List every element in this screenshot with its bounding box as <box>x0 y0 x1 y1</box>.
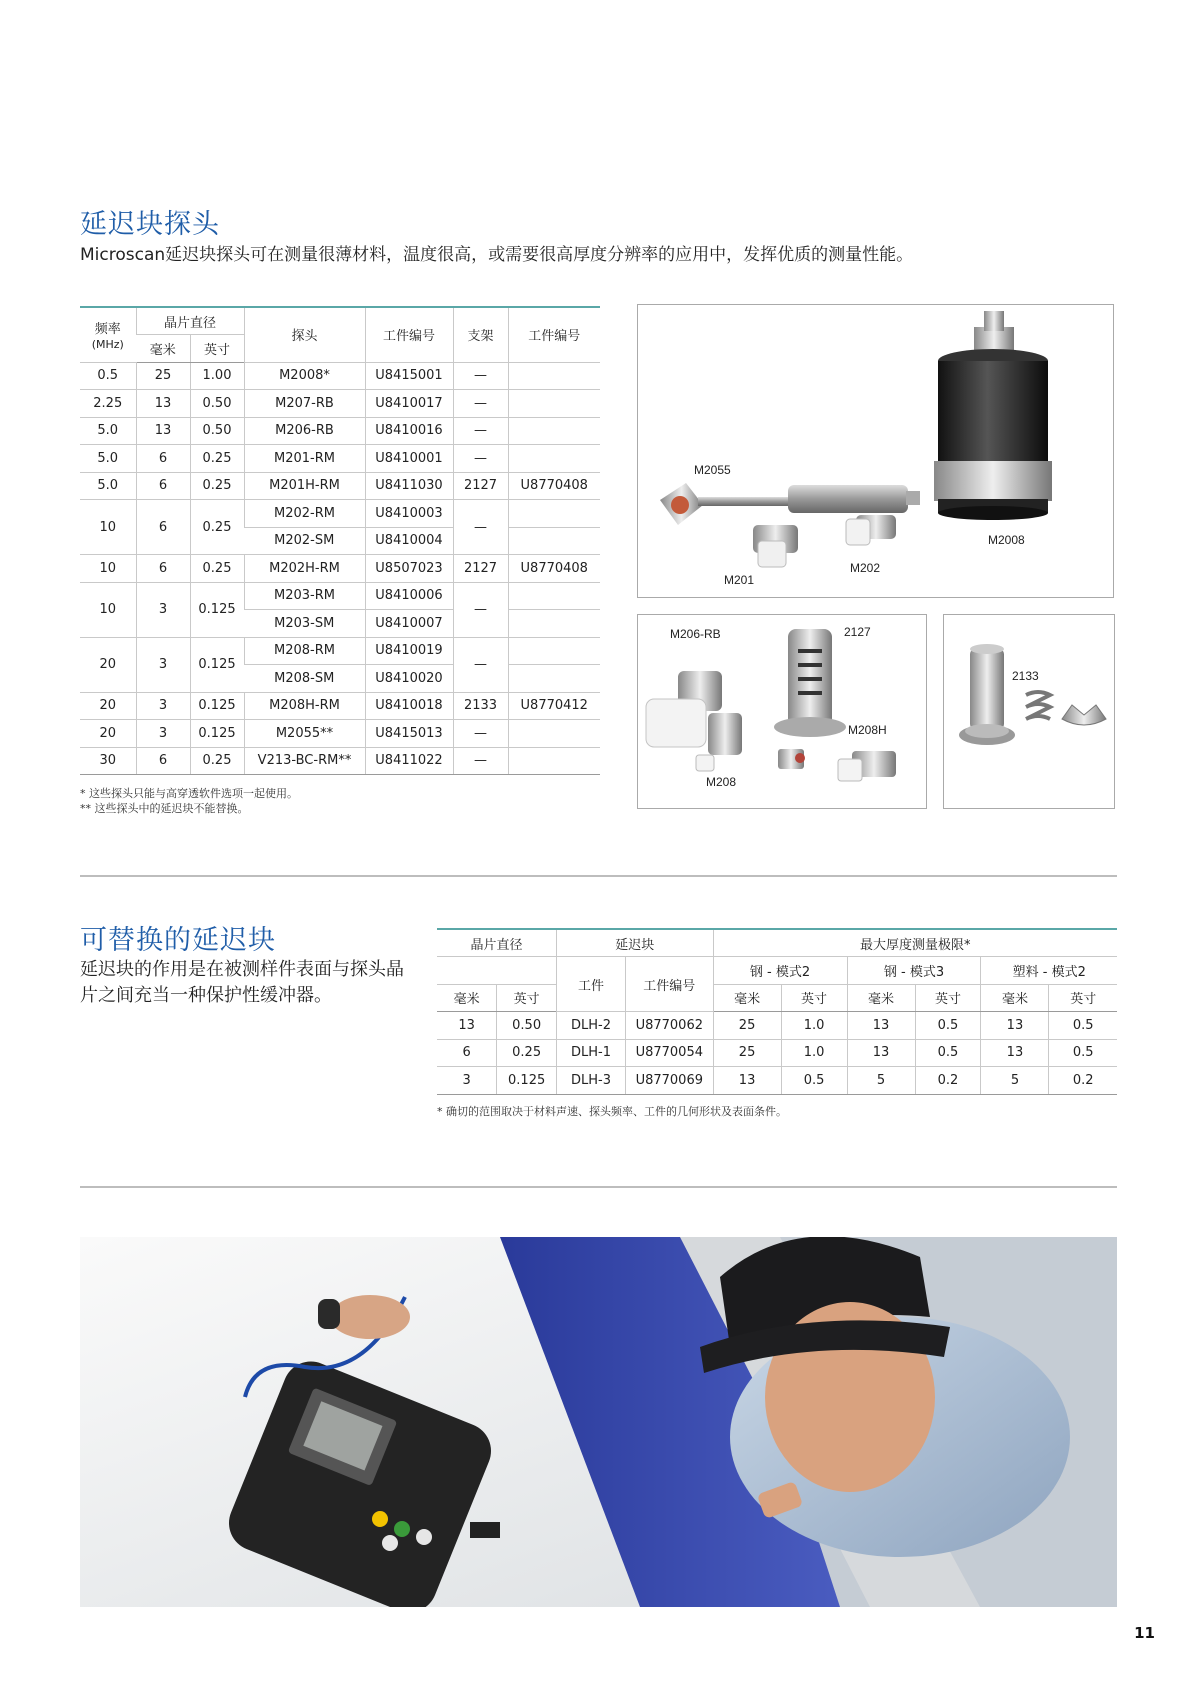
cell-holder: — <box>453 445 508 473</box>
header-inch: 英寸 <box>781 984 847 1012</box>
table-row <box>80 445 600 473</box>
page-number: 11 <box>1134 1624 1155 1642</box>
cell-mm: 13 <box>437 1012 497 1040</box>
cell-plastic2-inch: 0.5 <box>1049 1012 1117 1040</box>
cell-part: DLH-1 <box>557 1039 626 1067</box>
cell-part-number: U8410004 <box>365 527 453 555</box>
table-row <box>437 1039 1117 1067</box>
cell-steel2-inch: 1.0 <box>781 1039 847 1067</box>
header-mm: 毫米 <box>981 984 1049 1012</box>
cell-holder-part <box>508 720 600 748</box>
cell-frequency: 2.25 <box>80 390 136 418</box>
cell-steel2-mm: 13 <box>713 1067 781 1095</box>
header-inch: 英寸 <box>497 984 557 1012</box>
cell-inch: 0.50 <box>497 1012 557 1040</box>
cell-holder: — <box>453 582 508 637</box>
cell-inch: 0.25 <box>190 747 244 775</box>
cell-holder: — <box>453 390 508 418</box>
cell-part-number: U8410017 <box>365 390 453 418</box>
cell-holder-part <box>508 445 600 473</box>
probes-illustration-middle <box>638 615 927 809</box>
cell-part-number: U8770069 <box>626 1067 714 1095</box>
cell-plastic2-inch: 0.5 <box>1049 1039 1117 1067</box>
cell-part-number: U8410018 <box>365 692 453 720</box>
header-mm: 毫米 <box>136 335 190 363</box>
cell-holder-part <box>508 610 600 638</box>
section-divider <box>80 875 1117 877</box>
table-row <box>80 582 600 610</box>
cell-steel2-mm: 25 <box>713 1039 781 1067</box>
cell-part-number: U8415013 <box>365 720 453 748</box>
product-photo-middle <box>637 614 927 809</box>
cell-steel3-inch: 0.2 <box>915 1067 981 1095</box>
table-row <box>80 362 600 390</box>
cell-holder-part <box>508 362 600 390</box>
cell-frequency: 10 <box>80 555 136 583</box>
photo-label-m2055: M2055 <box>694 463 731 477</box>
cell-steel2-inch: 1.0 <box>781 1012 847 1040</box>
cell-frequency: 20 <box>80 637 136 692</box>
cell-mm: 6 <box>136 472 190 500</box>
header-crystal-diameter: 晶片直径 <box>437 929 557 957</box>
cell-inch: 1.00 <box>190 362 244 390</box>
photo-label-2133: 2133 <box>1012 669 1039 683</box>
cell-frequency: 5.0 <box>80 417 136 445</box>
header-blank <box>437 957 557 985</box>
header-holder-part-number: 工件编号 <box>508 307 600 362</box>
header-inch: 英寸 <box>190 335 244 363</box>
cell-mm: 13 <box>136 390 190 418</box>
table-row <box>80 417 600 445</box>
cell-holder-part: U8770408 <box>508 472 600 500</box>
cell-probe: M201H-RM <box>244 472 365 500</box>
cell-steel2-inch: 0.5 <box>781 1067 847 1095</box>
cell-part-number: U8411030 <box>365 472 453 500</box>
cell-steel3-inch: 0.5 <box>915 1012 981 1040</box>
cell-holder-part: U8770408 <box>508 555 600 583</box>
cell-inch: 0.125 <box>190 582 244 637</box>
section-title-delay-probes: 延迟块探头 <box>80 209 220 240</box>
cell-holder: 2127 <box>453 472 508 500</box>
probe-table <box>80 306 600 775</box>
table-row <box>80 500 600 528</box>
cell-steel3-mm: 13 <box>847 1039 915 1067</box>
cell-probe: V213-BC-RM** <box>244 747 365 775</box>
table-row <box>80 390 600 418</box>
cell-frequency: 0.5 <box>80 362 136 390</box>
cell-inch: 0.125 <box>190 637 244 692</box>
photo-label-m201: M201 <box>724 573 755 587</box>
section-intro-replaceable-delay: 延迟块的作用是在被测样件表面与探头晶片之间充当一种保护性缓冲器。 <box>80 959 404 1006</box>
note-line: ** 这些探头中的延迟块不能替换。 <box>80 802 249 815</box>
header-inch: 英寸 <box>1049 984 1117 1012</box>
cell-probe: M203-SM <box>244 610 365 638</box>
cell-holder: 2127 <box>453 555 508 583</box>
cell-inch: 0.50 <box>190 417 244 445</box>
cell-inch: 0.125 <box>190 692 244 720</box>
cell-holder: — <box>453 362 508 390</box>
section-divider <box>80 1186 1117 1188</box>
cell-steel3-mm: 13 <box>847 1012 915 1040</box>
cell-probe: M201-RM <box>244 445 365 473</box>
cell-mm: 6 <box>136 445 190 473</box>
cell-part-number: U8507023 <box>365 555 453 583</box>
cell-probe: M203-RM <box>244 582 365 610</box>
product-photo-holder-2133 <box>943 614 1115 809</box>
cell-mm: 3 <box>136 582 190 637</box>
header-plastic-mode2: 塑料 - 模式2 <box>981 957 1117 985</box>
header-transducer: 探头 <box>244 307 365 362</box>
cell-probe: M207-RB <box>244 390 365 418</box>
delay-table-note: * 确切的范围取决于材料声速、探头频率、工件的几何形状及表面条件。 <box>437 1105 787 1118</box>
cell-holder-part <box>508 390 600 418</box>
cell-probe: M2055** <box>244 720 365 748</box>
cell-plastic2-mm: 5 <box>981 1067 1049 1095</box>
cell-holder-part <box>508 747 600 775</box>
cell-part-number: U8410016 <box>365 417 453 445</box>
cell-probe: M208-RM <box>244 637 365 665</box>
table-row <box>80 637 600 665</box>
cell-holder-part <box>508 637 600 665</box>
cell-mm: 3 <box>136 720 190 748</box>
table-row <box>80 472 600 500</box>
header-steel-mode2: 钢 - 模式2 <box>713 957 847 985</box>
cell-frequency: 10 <box>80 582 136 637</box>
cell-steel3-inch: 0.5 <box>915 1039 981 1067</box>
cell-mm: 6 <box>136 555 190 583</box>
table-row <box>437 1067 1117 1095</box>
cell-probe: M208-SM <box>244 665 365 693</box>
header-steel-mode3: 钢 - 模式3 <box>847 957 981 985</box>
cell-frequency: 20 <box>80 692 136 720</box>
cell-plastic2-mm: 13 <box>981 1012 1049 1040</box>
delay-line-table <box>437 928 1117 1095</box>
table-row <box>80 747 600 775</box>
cell-holder-part <box>508 527 600 555</box>
photo-label-m206-rb: M206-RB <box>670 627 721 641</box>
cell-mm: 3 <box>437 1067 497 1095</box>
header-holder: 支架 <box>453 307 508 362</box>
header-max-thickness: 最大厚度测量极限* <box>713 929 1117 957</box>
cell-holder: — <box>453 720 508 748</box>
cell-mm: 3 <box>136 637 190 692</box>
cell-frequency: 10 <box>80 500 136 555</box>
cell-steel3-mm: 5 <box>847 1067 915 1095</box>
cell-holder: — <box>453 747 508 775</box>
header-part: 工件 <box>557 957 626 1012</box>
cell-mm: 25 <box>136 362 190 390</box>
cell-probe: M202-SM <box>244 527 365 555</box>
photo-label-m2008: M2008 <box>988 533 1025 547</box>
probe-table-notes <box>80 786 298 816</box>
cell-part-number: U8411022 <box>365 747 453 775</box>
cell-mm: 6 <box>136 500 190 555</box>
cell-frequency: 30 <box>80 747 136 775</box>
photo-label-2127: 2127 <box>844 625 871 639</box>
cell-part-number: U8410020 <box>365 665 453 693</box>
cell-probe: M206-RB <box>244 417 365 445</box>
section-title-replaceable-delay: 可替换的延迟块 <box>80 925 276 956</box>
header-mm: 毫米 <box>437 984 497 1012</box>
cell-plastic2-mm: 13 <box>981 1039 1049 1067</box>
cell-part-number: U8410007 <box>365 610 453 638</box>
cell-mm: 13 <box>136 417 190 445</box>
cell-part-number: U8410003 <box>365 500 453 528</box>
photo-label-m208h: M208H <box>848 723 887 737</box>
cell-mm: 3 <box>136 692 190 720</box>
cell-part-number: U8770062 <box>626 1012 714 1040</box>
cell-holder-part <box>508 500 600 528</box>
header-mm: 毫米 <box>847 984 915 1012</box>
cell-inch: 0.25 <box>497 1039 557 1067</box>
cell-mm: 6 <box>136 747 190 775</box>
cell-probe: M2008* <box>244 362 365 390</box>
cell-part-number: U8410001 <box>365 445 453 473</box>
cell-part-number: U8410006 <box>365 582 453 610</box>
cell-probe: M202-RM <box>244 500 365 528</box>
photo-label-m208: M208 <box>706 775 737 789</box>
header-delay-line: 延迟块 <box>557 929 714 957</box>
cell-probe: M202H-RM <box>244 555 365 583</box>
section-intro-delay-probes: Microscan延迟块探头可在测量很薄材料，温度很高，或需要很高厚度分辨率的应用中，发挥优质的测量性能。 <box>80 245 914 265</box>
cell-part: DLH-2 <box>557 1012 626 1040</box>
cell-mm: 6 <box>437 1039 497 1067</box>
product-photo-top <box>637 304 1114 598</box>
header-frequency: 频率 (MHz) <box>80 307 136 362</box>
cell-holder: 2133 <box>453 692 508 720</box>
cell-frequency: 20 <box>80 720 136 748</box>
header-crystal-diameter: 晶片直径 <box>136 307 244 335</box>
header-mm: 毫米 <box>713 984 781 1012</box>
header-part-number: 工件编号 <box>365 307 453 362</box>
cell-probe: M208H-RM <box>244 692 365 720</box>
holder-illustration <box>944 615 1115 809</box>
table-row <box>80 692 600 720</box>
cell-holder-part <box>508 582 600 610</box>
cell-part: DLH-3 <box>557 1067 626 1095</box>
cell-plastic2-inch: 0.2 <box>1049 1067 1117 1095</box>
cell-holder: — <box>453 637 508 692</box>
cell-inch: 0.25 <box>190 445 244 473</box>
cell-holder-part <box>508 417 600 445</box>
cell-inch: 0.50 <box>190 390 244 418</box>
cell-holder-part <box>508 665 600 693</box>
cell-inch: 0.25 <box>190 500 244 555</box>
cell-inch: 0.25 <box>190 555 244 583</box>
cell-holder: — <box>453 500 508 555</box>
cell-inch: 0.125 <box>497 1067 557 1095</box>
cell-part-number: U8415001 <box>365 362 453 390</box>
cell-inch: 0.25 <box>190 472 244 500</box>
cell-part-number: U8410019 <box>365 637 453 665</box>
cell-holder: — <box>453 417 508 445</box>
cell-inch: 0.125 <box>190 720 244 748</box>
photo-label-m202: M202 <box>850 561 881 575</box>
field-inspection-photo <box>80 1237 1117 1607</box>
cell-steel2-mm: 25 <box>713 1012 781 1040</box>
cell-frequency: 5.0 <box>80 445 136 473</box>
inspection-scene-illustration <box>80 1237 1117 1607</box>
note-line: * 这些探头只能与高穿透软件选项一起使用。 <box>80 787 298 800</box>
probes-illustration-top <box>638 305 1114 598</box>
header-part-number: 工件编号 <box>626 957 714 1012</box>
cell-part-number: U8770054 <box>626 1039 714 1067</box>
table-row <box>80 555 600 583</box>
cell-frequency: 5.0 <box>80 472 136 500</box>
header-inch: 英寸 <box>915 984 981 1012</box>
table-row <box>80 720 600 748</box>
cell-holder-part: U8770412 <box>508 692 600 720</box>
table-row <box>437 1012 1117 1040</box>
